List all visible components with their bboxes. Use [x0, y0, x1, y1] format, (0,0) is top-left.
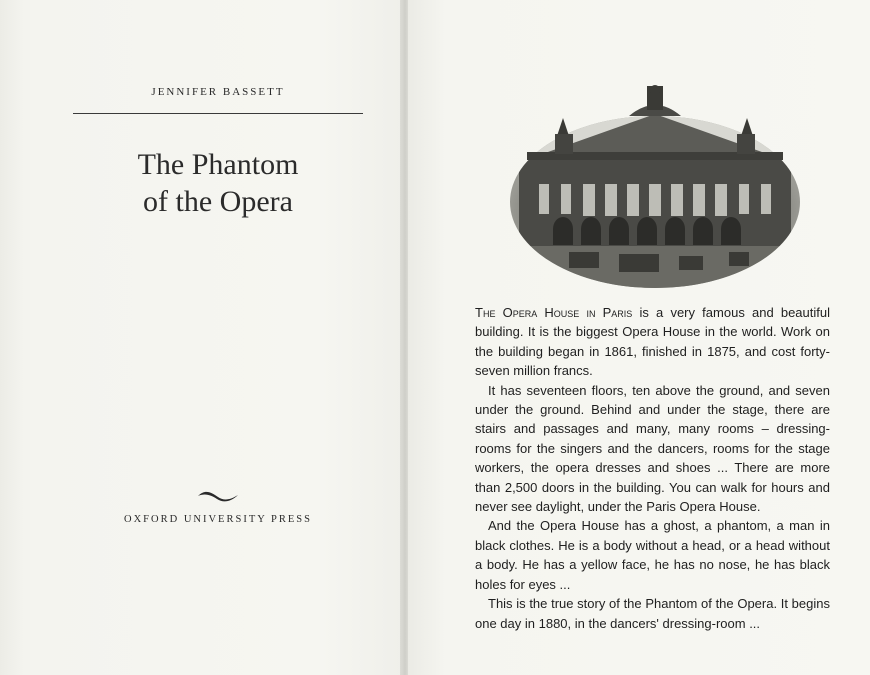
title-line-2: of the Opera — [143, 185, 293, 218]
left-page — [0, 0, 402, 675]
intro-text — [475, 303, 830, 633]
title-rule — [73, 113, 363, 114]
book-title — [73, 146, 363, 220]
title-line-1: The Phantom — [137, 148, 299, 181]
paragraph-1 — [475, 303, 830, 381]
publisher-wave-logo-icon — [197, 489, 239, 505]
paragraph-4: This is the true story of the Phantom of the Opera. It begins one day in 1880, in the dancers' dressing-room ... — [475, 596, 830, 631]
paragraph-3: And the Opera House has a ghost, a phantom, a man in black clothes. He is a body without a head, or a head without a body. He has a yellow face, he has no nose, he has black holes for eyes ... — [475, 518, 830, 592]
paragraph-1-lead: The Opera House in Paris — [475, 305, 633, 320]
paragraph-2: It has seventeen floors, ten above the ground, and seven under the ground. Behind and under the stage, there are stairs and passages and many, many rooms – dressing-rooms for the singers and the dancers, rooms for the stage workers, the opera dresses and shoes ... There are more than 2,500 doors in the building. You can walk for hours and never see daylight, under the Paris Opera House. — [475, 382, 830, 515]
opera-house-illustration-icon — [509, 84, 801, 290]
author-name: JENNIFER BASSETT — [151, 86, 285, 98]
publisher-name: OXFORD UNIVERSITY PRESS — [124, 514, 312, 525]
paragraph-1-body: is a very famous and beautiful building. It is the biggest Opera House in the world. Work on the building began in 1861, finished in 1875, and cost forty-seven million francs. — [475, 305, 830, 379]
